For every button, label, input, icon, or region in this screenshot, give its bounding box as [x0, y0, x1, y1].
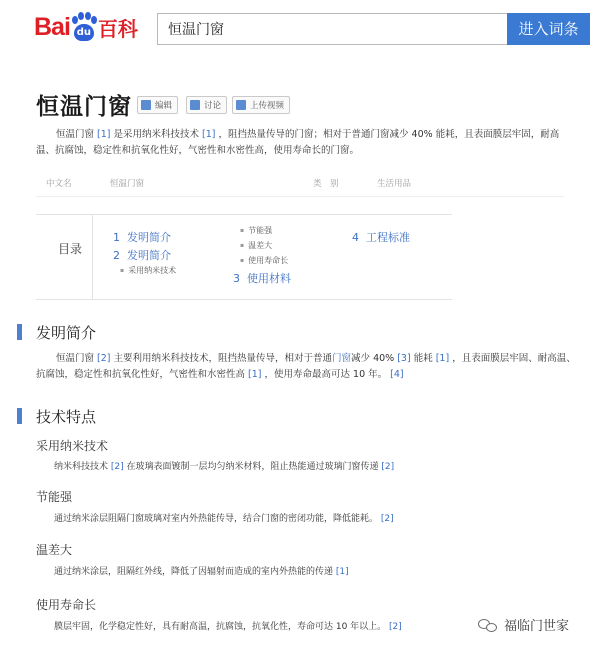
catalog-item-label: 发明简介 [127, 249, 171, 262]
para-text: ，使用寿命最高可达 10 年。 [261, 369, 391, 380]
para-text: ，且表面膜层牢固、耐高温、抗腐蚀，稳定性和抗氧化性好，气密性和水密性高 [36, 353, 576, 380]
info-key-chinese-name: 中文名 [46, 179, 72, 189]
chat-icon [190, 100, 200, 110]
divider [36, 196, 564, 197]
catalog-item-label: 使用材料 [247, 272, 291, 285]
catalog-item-4[interactable] [352, 229, 410, 245]
catalog-label: 目录 [58, 242, 83, 256]
catalog-item-label: 发明简介 [127, 231, 171, 244]
subsection-title: 节能强 [36, 490, 73, 504]
logo-text-du: du [74, 24, 94, 41]
reference-link[interactable]: [2] [110, 462, 124, 472]
reference-link[interactable]: [1] [248, 369, 262, 380]
header [0, 0, 600, 52]
subsection-paragraph [54, 460, 574, 474]
para-text: 主要利用纳米科技技术，阻挡热量传导，相对于普通 [110, 353, 333, 364]
catalog-sub-item[interactable]: ▪ 节能强 [240, 225, 272, 236]
catalog-item-2[interactable] [113, 247, 171, 263]
para-text: 能耗 [410, 353, 436, 364]
info-key-category: 类 别 [313, 179, 339, 189]
para-text: 通过纳米涂层，阻隔红外线，降低了因辐射而造成的室内外热能的传递 [54, 567, 336, 577]
upload-video-button[interactable] [232, 96, 290, 114]
section-marker [17, 324, 22, 340]
reference-link[interactable]: [1] [335, 567, 349, 577]
subsection-title: 采用纳米技术 [36, 439, 109, 453]
wechat-icon [478, 617, 498, 633]
reference-link[interactable]: [3] [397, 353, 411, 364]
doors-windows-link[interactable]: 门窗 [332, 353, 352, 364]
catalog-sub-item[interactable]: ▪ 采用纳米技术 [120, 265, 176, 276]
para-text: 纳米科技技术 [54, 462, 111, 472]
catalog-item-1[interactable] [113, 229, 171, 245]
section-title-features: 技术特点 [36, 408, 97, 426]
logo-text-ke: 百科 [97, 16, 138, 41]
para-text: 通过纳米涂层阻隔门窗玻璃对室内外热能传导，结合门窗的密闭功能，降低能耗。 [54, 514, 381, 524]
reference-link[interactable]: [2] [381, 462, 395, 472]
info-value-category: 生活用品 [377, 179, 412, 189]
catalog-item-3[interactable] [233, 270, 291, 286]
reference-link[interactable]: [1] [202, 129, 216, 140]
logo-text-bai: Bai [34, 12, 70, 41]
search-input[interactable]: 恒温门窗 [157, 13, 507, 45]
catalog-item-number: 1 [113, 231, 120, 244]
watermark-text: 福临门世家 [504, 619, 570, 634]
subsection-paragraph [54, 512, 574, 526]
catalog-item-number: 4 [352, 231, 359, 244]
reference-link[interactable]: [2] [389, 622, 402, 632]
para-text: 恒温门窗 [56, 353, 98, 364]
subsection-paragraph [54, 565, 574, 579]
summary-text: 恒温门窗 [56, 129, 98, 140]
summary-paragraph [36, 127, 576, 159]
subsection-title: 温差大 [36, 543, 73, 557]
reference-link[interactable]: [1] [97, 129, 111, 140]
catalog-item-label: 工程标准 [366, 231, 410, 244]
catalog [36, 214, 452, 300]
edit-button[interactable] [137, 96, 178, 114]
section-paragraph [36, 351, 576, 383]
wechat-watermark [478, 615, 569, 634]
pencil-icon [141, 100, 151, 110]
summary-text: 是采用纳米科技技术 [110, 129, 203, 140]
reference-link[interactable]: [4] [390, 369, 404, 380]
info-value-chinese-name: 恒温门窗 [110, 179, 145, 189]
catalog-sub-item[interactable]: ▪ 温差大 [240, 240, 272, 251]
para-text: 膜层牢固，化学稳定性好，具有耐高温，抗腐蚀，抗氧化性，寿命可达 10 年以上。 [54, 622, 390, 632]
enter-entry-button[interactable]: 进入词条 [507, 13, 590, 45]
divider [92, 215, 93, 299]
reference-link[interactable]: [1] [435, 353, 450, 364]
edit-label: 编辑 [155, 101, 173, 111]
video-icon [236, 100, 246, 110]
section-marker [17, 408, 22, 424]
para-text: 减少 40% [351, 353, 398, 364]
reference-link[interactable]: [2] [97, 353, 111, 364]
reference-link[interactable]: [2] [380, 514, 394, 524]
paw-icon [71, 12, 97, 42]
catalog-item-number: 3 [233, 272, 240, 285]
discuss-button[interactable] [186, 96, 227, 114]
discuss-label: 讨论 [204, 101, 222, 111]
para-text: 在玻璃表面镀制一层均匀纳米材料，阻止热能通过玻璃门窗传递 [123, 462, 382, 472]
catalog-item-number: 2 [113, 249, 120, 262]
catalog-sub-item[interactable]: ▪ 使用寿命长 [240, 255, 288, 266]
upload-video-label: 上传视频 [250, 101, 285, 111]
section-title-invention: 发明简介 [36, 324, 97, 342]
summary-text: ，阻挡热量传导的门窗；相对于普通门窗减少 40% 能耗，且表面膜层牢固，耐高温、抗腐蚀，稳定性和抗氧化性好，气密性和水密性高，使用寿命长的门窗。 [36, 129, 560, 156]
subsection-title: 使用寿命长 [36, 598, 97, 612]
page-title: 恒温门窗 [36, 94, 132, 120]
baidu-baike-logo[interactable] [34, 10, 149, 44]
